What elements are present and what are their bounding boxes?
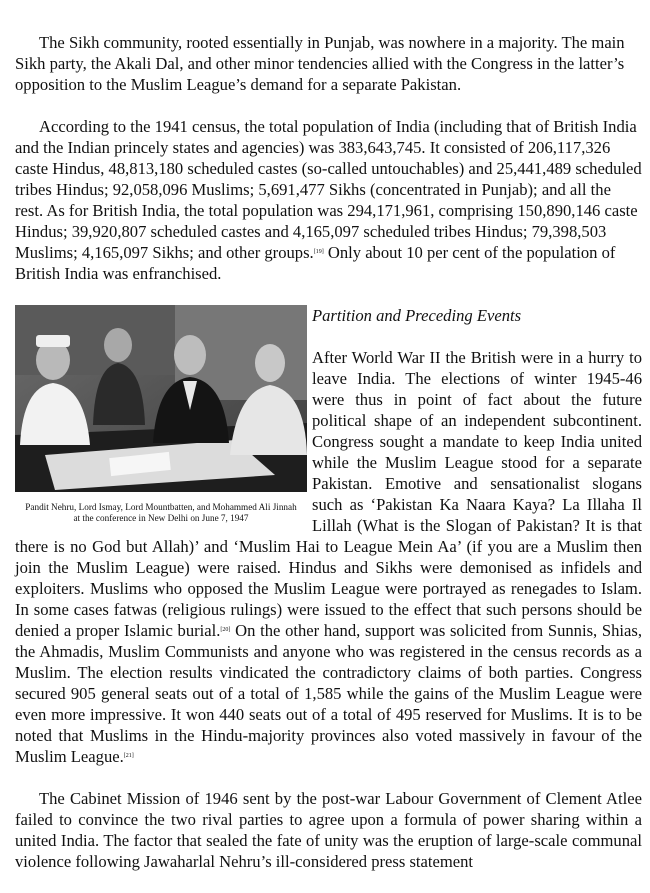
photo-figure xyxy=(15,305,307,530)
photo-caption: Pandit Nehru, Lord Ismay, Lord Mountbatten, and Mohammed Ali Jinnah at the conference in New Delhi on June 7, 1947 xyxy=(25,502,297,523)
footnote-ref-20[interactable]: [20] xyxy=(220,627,231,633)
footnote-ref-19[interactable]: [19] xyxy=(313,249,324,255)
document-page xyxy=(15,32,642,893)
paragraph-partition-tail: On the other hand, support was solicited from Sunnis, Shias, the Ahmadis, Muslim Communists and anyone who was registered in the census records as a Muslim. The election results vindicated the contradictory claims of both parties. Congress secured 905 general seats out of a total of 1,585 while the gains of the Muslim League were even more impressive. It won 440 seats out of a total of 495 reserved for Muslims. It is to be noted that Muslims in the Hindu-majority provinces also voted massively in favour of the Muslim League. xyxy=(15,621,643,766)
paragraph-cabinet-mission: The Cabinet Mission of 1946 sent by the post-war Labour Government of Clement Atlee failed to convince the two rival parties to agree upon a formula of power sharing within a united India. The factor that sealed the fate of unity was the eruption of large-scale communal violence following Jawaharlal Nehru’s ill-considered press statement xyxy=(15,789,642,871)
conference-photo xyxy=(15,305,307,492)
paragraph-census-text: According to the 1941 census, the total population of India (including that of British India and the Indian princely states and agencies) was 383,643,745. It consisted of 206,117,326 caste Hindus, 48,813,180 scheduled castes (so-called untouchables) and 25,441,489 scheduled tribes Hindus; 92,058,096 Muslims; 5,691,477 Sikhs (concentrated in Punjab); and all the rest. As for British India, the total population was 294,171,961, comprising 150,890,146 caste Hindus; 39,920,807 scheduled castes and 4,165,097 scheduled tribes Hindus; 79,398,503 Muslims; 4,165,097 Sikhs; and other groups. xyxy=(15,117,642,262)
section-heading: Partition and Preceding Events xyxy=(312,306,522,325)
paragraph-sikh-community: The Sikh community, rooted essentially in Punjab, was nowhere in a majority. The main Sikh party, the Akali Dal, and other minor tendencies allied with the Congress in the latter’s opposition to the Muslim League’s demand for a separate Pakistan. xyxy=(15,33,625,94)
paragraph-partition-text: After World War II the British were in a hurry to leave India. The elections of winter 1945-46 were thus in point of fact about the future political shape of an independent subcontinent. Congress sought a mandate to keep India united while the Muslim League stood for a separate Pakistan. Emotive and sensationalist slogans such as ‘Pakistan Ka Naara Kaya? La Illaha Il Lillah (What is the Slogan of Pakistan? It is that there is no God but Allah)’ and ‘Muslim Hai to League Mein Aa’ (if you are a Muslim then join the Muslim League) were raised. Hindus and Sikhs were demonised as infidels and exploiters. Muslims who opposed the Muslim League were portrayed as renegades to Islam. In some cases fatwas (religious rulings) were issued to the effect that such persons should be denied a proper Islamic burial. xyxy=(15,348,642,640)
paragraph-census-tail: Only about 10 per cent of the population of British India was enfranchised. xyxy=(15,243,616,283)
paragraph-census xyxy=(15,116,642,284)
footnote-ref-21[interactable]: [21] xyxy=(123,753,134,759)
